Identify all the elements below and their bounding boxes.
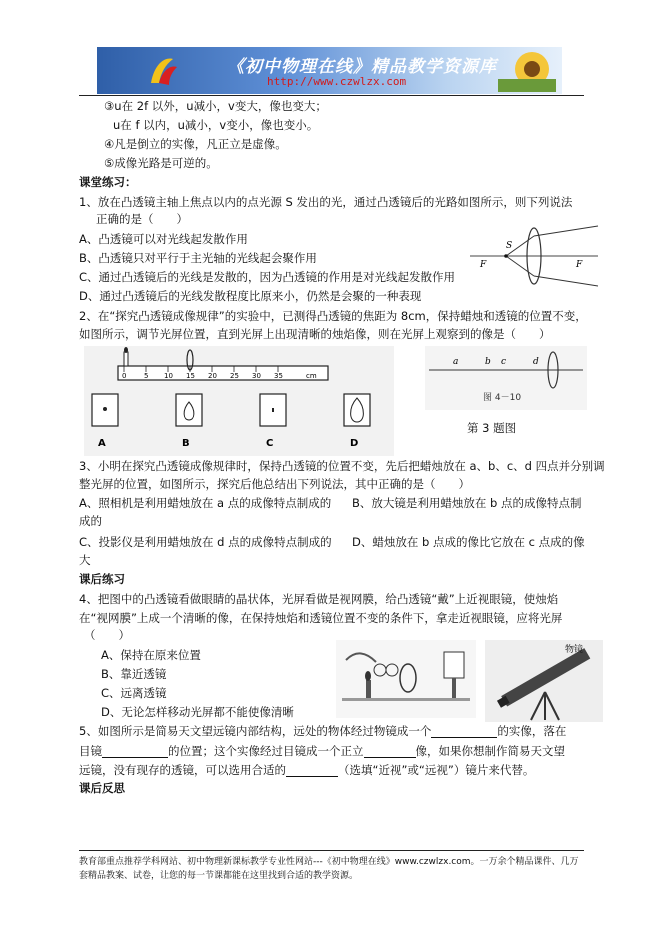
q1-focus-right: F xyxy=(576,260,583,270)
section-heading-homework: 课后练习 xyxy=(79,572,125,586)
q2-option-label-a: A xyxy=(98,438,106,449)
q2-stem-2: 如图所示，调节光屏位置，直到光屏上出现清晰的烛焰像，则在光屏上观察到的像是（ ） xyxy=(79,327,551,341)
q2-ruler-diagram xyxy=(84,346,394,456)
footer-text: 教育部重点推荐学科网站、初中物理新课标教学专业性网站---《初中物理在线》www.czwlzx.com。一万余个精品课件、几万套精品教案、试卷，让您的每一节课都能在这里找到合适的教学资源。 xyxy=(79,857,579,881)
ruler-tick-unit: cm xyxy=(306,372,317,380)
q2-stem-1: 2、在“探究凸透镜成像规律”的实验中，已测得凸透镜的焦距为 8cm，保持蜡烛和透镜的位置不变， xyxy=(79,309,587,323)
q3-figure-caption: 图 4－10 xyxy=(483,393,522,403)
q5-text-5: 像，如果你想制作简易天文望 xyxy=(415,744,565,758)
q5-blank-3[interactable] xyxy=(364,746,416,758)
q1-option-b: B、凸透镜只对平行于主光轴的光线起会聚作用 xyxy=(79,251,317,265)
rule-line-3: ③u在 2f 以外，u减小，v变大，像也变大； xyxy=(104,99,327,113)
q3-stem-2: 整光屏的位置，如图所示，探究后他总结出下列说法，其中正确的是（ ） xyxy=(79,477,470,491)
q5-blank-2[interactable] xyxy=(102,746,168,758)
q3-option-a: A、照相机是利用蜡烛放在 a 点的成像特点制成的 xyxy=(79,496,332,510)
header-banner xyxy=(97,47,562,94)
q3-option-b-line2: 成的 xyxy=(79,514,102,528)
q3-option-c: C、投影仪是利用蜡烛放在 d 点的成像特点制成的 xyxy=(79,535,332,549)
q1-point-s: S xyxy=(506,241,513,251)
banner-url[interactable]: http://www.czwlzx.com xyxy=(267,75,407,88)
q3-option-d-line1: D、蜡烛放在 b 点成的像比它放在 c 点成的像 xyxy=(352,535,585,549)
q1-lens-diagram xyxy=(466,222,602,288)
q4-stem-3: （ ） xyxy=(84,628,130,642)
rule-line-4: ④凡是倒立的实像，凡正立是虚像。 xyxy=(104,137,287,151)
ruler-tick-20: 20 xyxy=(208,372,217,380)
q4-stem-1: 4、把图中的凸透镜看做眼睛的晶状体，光屏看做是视网膜，给凸透镜“戴”上近视眼镜，使烛焰 xyxy=(79,592,559,606)
q5-telescope-illustration xyxy=(485,640,603,722)
q4-option-a: A、保持在原来位置 xyxy=(101,648,201,662)
q5-text-7: （选填“近视”或“远视”）镜片来代替。 xyxy=(338,763,535,777)
logo-icon xyxy=(145,53,181,89)
q1-option-a: A、凸透镜可以对光线起发散作用 xyxy=(79,232,248,246)
q1-focus-left: F xyxy=(480,260,487,270)
q1-stem-1: 1、放在凸透镜主轴上焦点以内的点光源 S 发出的光，通过凸透镜后的光路如图所示，则下列说法 xyxy=(79,195,573,209)
section-heading-reflection: 课后反思 xyxy=(79,781,125,795)
ruler-tick-15: 15 xyxy=(186,372,195,380)
banner-title: 《初中物理在线》精品教学资源库 xyxy=(227,57,497,77)
q5-text-6: 远镜，没有现存的透镜，可以选用合适的 xyxy=(79,763,286,777)
q5-line-1 xyxy=(79,724,566,738)
section-heading-classwork: 课堂练习： xyxy=(79,175,137,189)
q3-stem-1: 3、小明在探究凸透镜成像规律时，保持凸透镜的位置不变，先后把蜡烛放在 a、b、c、d 四点并分别调 xyxy=(79,459,605,473)
q5-objective-label: 物镜 xyxy=(565,645,584,655)
q1-option-c: C、通过凸透镜后的光线是发散的，因为凸透镜的作用是对光线起发散作用 xyxy=(79,270,456,284)
q4-option-b: B、靠近透镜 xyxy=(101,667,167,681)
q4-option-c: C、远离透镜 xyxy=(101,686,167,700)
q2-option-label-c: C xyxy=(266,438,274,449)
q5-text-3: 目镜 xyxy=(79,744,102,758)
q3-axis-diagram xyxy=(425,346,587,410)
q2-option-label-b: B xyxy=(182,438,190,449)
sunflower-icon xyxy=(498,49,556,92)
q5-blank-4[interactable] xyxy=(286,765,338,777)
q3-point-d: d xyxy=(533,357,539,367)
q3-option-d-line2: 大 xyxy=(79,553,91,567)
q5-line-3 xyxy=(79,763,534,777)
q1-option-d: D、通过凸透镜后的光线发散程度比原来小，仍然是会聚的一种表现 xyxy=(79,289,422,303)
q5-text-2: 的实像，落在 xyxy=(497,724,567,738)
q5-line-2 xyxy=(79,744,565,758)
q1-stem-2: 正确的是（ ） xyxy=(96,212,188,226)
q4-eye-model-illustration xyxy=(336,640,476,718)
rule-line-5: ⑤成像光路是可逆的。 xyxy=(104,156,218,170)
q5-text-4: 的位置；这个实像经过目镜成一个正立 xyxy=(168,744,364,758)
q5-text-1: 5、如图所示是简易天文望远镜内部结构，远处的物体经过物镜成一个 xyxy=(79,724,432,738)
ruler-tick-5: 5 xyxy=(144,372,149,380)
ruler-tick-10: 10 xyxy=(164,372,173,380)
ruler-tick-25: 25 xyxy=(230,372,239,380)
ruler-tick-35: 35 xyxy=(274,372,283,380)
q2-option-label-d: D xyxy=(350,438,359,449)
q4-option-d: D、无论怎样移动光屏都不能使像清晰 xyxy=(101,705,294,719)
rule-line-3b: u在 f 以内，u减小，v变小，像也变小。 xyxy=(113,118,319,132)
q3-point-a: a xyxy=(453,357,459,367)
q5-blank-1[interactable] xyxy=(431,726,497,738)
header-rule xyxy=(79,95,584,96)
ruler-tick-30: 30 xyxy=(252,372,261,380)
ruler-tick-0: 0 xyxy=(122,372,127,380)
footer-rule xyxy=(79,850,584,851)
q3-figure-label: 第 3 题图 xyxy=(467,421,517,435)
q3-point-b: b xyxy=(485,357,491,367)
q3-option-b-line1: B、放大镜是利用蜡烛放在 b 点的成像特点制 xyxy=(352,496,582,510)
q4-stem-2: 在“视网膜”上成一个清晰的像，在保持烛焰和透镜位置不变的条件下，拿走近视眼镜，应将光屏 xyxy=(79,611,563,625)
q3-point-c: c xyxy=(501,357,507,367)
